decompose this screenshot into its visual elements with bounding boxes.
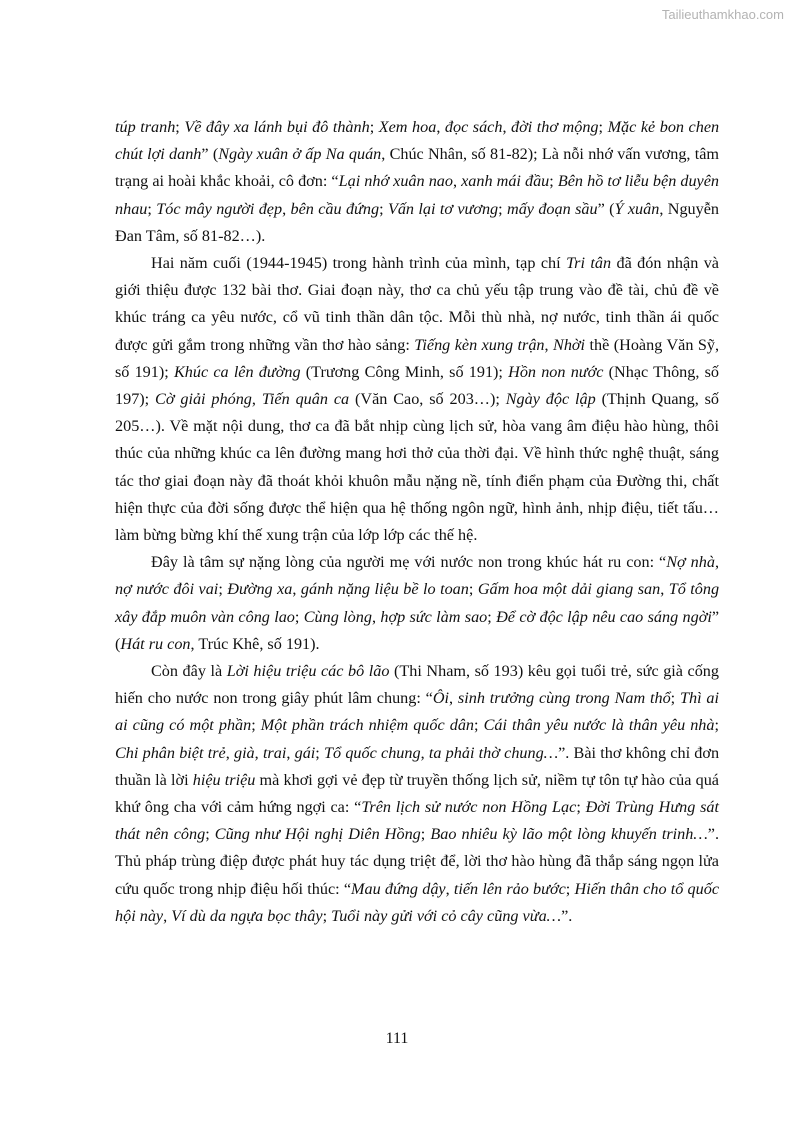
text-run: ; — [565, 879, 575, 898]
italic-run: Tiếng kèn xung trận — [414, 335, 545, 354]
text-run: ”. Thủ pháp trùng điệp được phát huy tác dụng triệt để, lời thơ hào hùng đã thắp sáng ngọn lửa cứu quốc trong nhịp điệu hối thúc: “ — [115, 825, 719, 898]
text-run: , — [449, 689, 458, 708]
italic-run: Chi phân biệt trẻ — [115, 743, 226, 762]
italic-run: Tri tân — [566, 254, 612, 273]
paragraph — [115, 114, 719, 250]
text-run: Hai năm cuối (1944-1945) trong hành trình của mình, tạp chí — [151, 254, 567, 273]
text-run: , — [714, 553, 719, 572]
italic-run: Tóc mây người đẹp — [156, 199, 283, 218]
italic-run: Ví dù da ngựa bọc thây — [171, 906, 323, 925]
text-run: ; — [498, 199, 508, 218]
italic-run: hiệu triệu — [192, 770, 256, 789]
italic-run: đời thơ mộng — [511, 118, 599, 136]
text-run: ; — [147, 199, 157, 218]
italic-run: Hát ru con — [120, 634, 191, 653]
italic-run: Tiến quân ca — [261, 390, 350, 409]
italic-run: Hồn non nước — [508, 362, 604, 381]
italic-run: Cờ giải phóng — [155, 390, 252, 409]
text-run: ”. — [561, 906, 573, 925]
italic-run: Cùng lòng — [303, 607, 372, 626]
text-run: , — [371, 607, 381, 626]
text-run: Đây là tâm sự nặng lòng của người mẹ với nước non trong khúc hát ru con: “ — [151, 553, 667, 572]
text-run: ; — [175, 118, 185, 136]
text-run: ; — [369, 118, 379, 136]
italic-run: Cũng như Hội nghị Diên Hồng — [214, 825, 421, 844]
text-run: Còn đây là — [151, 662, 227, 681]
text-run: , Trúc Khê, số 191). — [190, 634, 320, 653]
italic-run: sinh trưởng cùng trong Nam thổ — [457, 689, 671, 708]
italic-run: Xem hoa — [378, 118, 437, 136]
italic-run: Ôi — [432, 689, 450, 708]
text-run: thề (Hoàng Văn Sỹ, số 191); — [115, 335, 719, 381]
text-run: ; — [315, 743, 325, 762]
text-run: , Nguyễn Đan Tâm, số 81-82…). — [115, 199, 719, 245]
italic-run: gánh nặng liệu bề lo toan — [300, 580, 469, 599]
italic-run: Lại nhớ xuân nao — [338, 172, 453, 191]
italic-run: Ngày xuân ở ấp Na quán — [218, 145, 382, 164]
page-number: 111 — [385, 1030, 409, 1047]
text-run: , — [163, 906, 172, 925]
italic-run: Vấn lại tơ vương — [387, 199, 499, 218]
italic-run: ta phải thờ chung… — [428, 743, 559, 762]
italic-run: Để cờ độc lập nêu cao sáng ngời — [496, 607, 712, 626]
italic-run: Tuổi này gửi với cỏ cây cũng vừa… — [331, 906, 562, 925]
italic-run: Gấm hoa một dải giang san — [477, 580, 661, 599]
italic-run: Một phần trách nhiệm quốc dân — [260, 716, 475, 735]
italic-run: Bên hồ tơ liễu bện duyên nhau — [115, 172, 720, 218]
italic-run: Mau đứng dậy — [351, 879, 446, 898]
text-run: (Thịnh Quang, số 205…). Về mặt nội dung, thơ ca đã bắt nhịp cùng lịch sử, hòa vang âm điệu hào hùng, thôi thúc của những khúc ca lên đường mang hơi thở của thời đại. Về hình thức nghệ thuật, sáng tác thơ giai đoạn này đã thoát khỏi khuôn mẫu nặng nề, tính điển phạm của Đường thi, chất hiện thực của đời sống được thể hiện qua hệ thống ngôn ngữ, hình ảnh, nhịp điệu, tiết tấu… làm bừng bừng khí thế xung trận của lớp lớp các thế hệ. — [115, 390, 720, 545]
italic-run: nợ nước đôi vai — [115, 580, 219, 599]
text-run: , — [292, 580, 301, 599]
text-run: , — [660, 580, 669, 599]
italic-run: mấy đoạn sầu — [507, 199, 598, 218]
text-run: ” ( — [201, 145, 219, 164]
text-run: ; — [420, 825, 431, 844]
italic-run: bên cầu đứng — [290, 199, 380, 218]
text-run: , — [282, 199, 291, 218]
italic-run: xanh mái đầu — [461, 172, 550, 191]
text-run: , — [502, 118, 512, 136]
text-run: ; — [670, 689, 680, 708]
body-text — [115, 114, 719, 930]
text-run: ; — [714, 716, 719, 735]
italic-run: Nhời — [553, 335, 586, 354]
italic-run: Nợ nhà — [666, 553, 715, 572]
text-run: ; — [379, 199, 388, 218]
text-run: đã đón nhận và giới thiệu được 132 bài thơ. Giai đoạn này, thơ ca chủ yếu tập trung vào đề tài, chủ đề về khúc tráng ca yêu nước, cổ vũ tinh thần dân tộc. Mỗi thù nhà, nợ nước, tinh thần ái quốc được gửi gắm trong những vần thơ hào sảng: — [115, 254, 719, 354]
text-run: mà khơi gợi vẻ đẹp từ truyền thống lịch sử, niềm tự tôn tự hào của quá khứ ông cha với cảm hứng ngợi ca: “ — [115, 770, 719, 817]
italic-run: Trên lịch sử nước non Hồng Lạc — [361, 798, 577, 817]
italic-run: Tổ tông xây đắp muôn vàn công lao — [115, 580, 720, 626]
text-run: ; — [576, 798, 586, 817]
italic-run: Mặc kẻ bon chen chút lợi danh — [115, 118, 720, 164]
italic-run: Tổ quốc chung — [324, 743, 421, 762]
text-run: , — [251, 390, 262, 409]
text-run: ; — [218, 580, 228, 599]
italic-run: Cái thân yêu nước là thân yêu nhà — [483, 716, 715, 735]
text-run: ; — [322, 906, 332, 925]
italic-run: trai — [262, 743, 287, 762]
paragraph — [115, 250, 719, 549]
text-run: ; — [598, 118, 608, 136]
text-run: ; — [294, 607, 304, 626]
text-run: ” ( — [115, 607, 720, 653]
text-run: (Trương Công Minh, số 191); — [300, 362, 509, 381]
watermark-text: Tailieuthamkhao.com — [661, 7, 784, 22]
italic-run: Khúc ca lên đường — [173, 362, 301, 381]
text-run: (Văn Cao, số 203…); — [349, 390, 506, 409]
italic-run: Về đây xa lánh bụi đô thành — [184, 118, 370, 136]
italic-run: đọc sách — [444, 118, 503, 136]
text-run: , — [436, 118, 445, 136]
text-run: ”. Bài thơ không chỉ đơn thuần là lời — [115, 743, 720, 789]
italic-run: Đường xa — [227, 580, 293, 599]
italic-run: Ngày độc lập — [505, 390, 596, 409]
text-run: , Chúc Nhân, số 81-82); Là nỗi nhớ vấn vương, tâm trạng ai hoài khắc khoải, cô đơn: “ — [115, 145, 720, 191]
italic-run: Đời Trùng Hưng sát thát nên công — [115, 798, 719, 844]
text-run: ; — [205, 825, 215, 844]
text-run: ” ( — [597, 199, 615, 218]
italic-run: Bao nhiêu kỳ lão một lòng khuyến trinh… — [430, 825, 708, 844]
text-run: ; — [468, 580, 478, 599]
paragraph — [115, 658, 719, 930]
text-run: (Nhạc Thông, số 197); — [115, 362, 720, 409]
text-run: , — [254, 743, 263, 762]
text-run: ; — [487, 607, 497, 626]
italic-run: Ý xuân — [614, 199, 660, 218]
paragraph — [115, 549, 719, 658]
text-run: ; — [251, 716, 261, 735]
italic-run: Hiến thân cho tổ quốc hội này — [115, 879, 720, 925]
italic-run: tiến lên rảo bước — [453, 879, 566, 898]
text-run: , — [420, 743, 429, 762]
text-run: ; — [474, 716, 484, 735]
text-run: ; — [549, 172, 558, 191]
text-run: , — [445, 879, 454, 898]
italic-run: hợp sức làm sao — [380, 607, 488, 626]
italic-run: già — [233, 743, 255, 762]
text-run: , — [286, 743, 295, 762]
text-run: , — [452, 172, 462, 191]
text-run: , — [544, 335, 554, 354]
italic-run: gái — [294, 743, 316, 762]
text-run: (Thi Nham, số 193) kêu gọi tuổi trẻ, sức già cống hiến cho nước non trong giây phút lâm chung: “ — [115, 662, 719, 708]
italic-run: túp tranh — [115, 118, 176, 136]
text-run: , — [225, 743, 234, 762]
italic-run: Lời hiệu triệu các bô lão — [226, 662, 390, 681]
italic-run: Thì ai ai cũng có một phần — [115, 689, 720, 735]
